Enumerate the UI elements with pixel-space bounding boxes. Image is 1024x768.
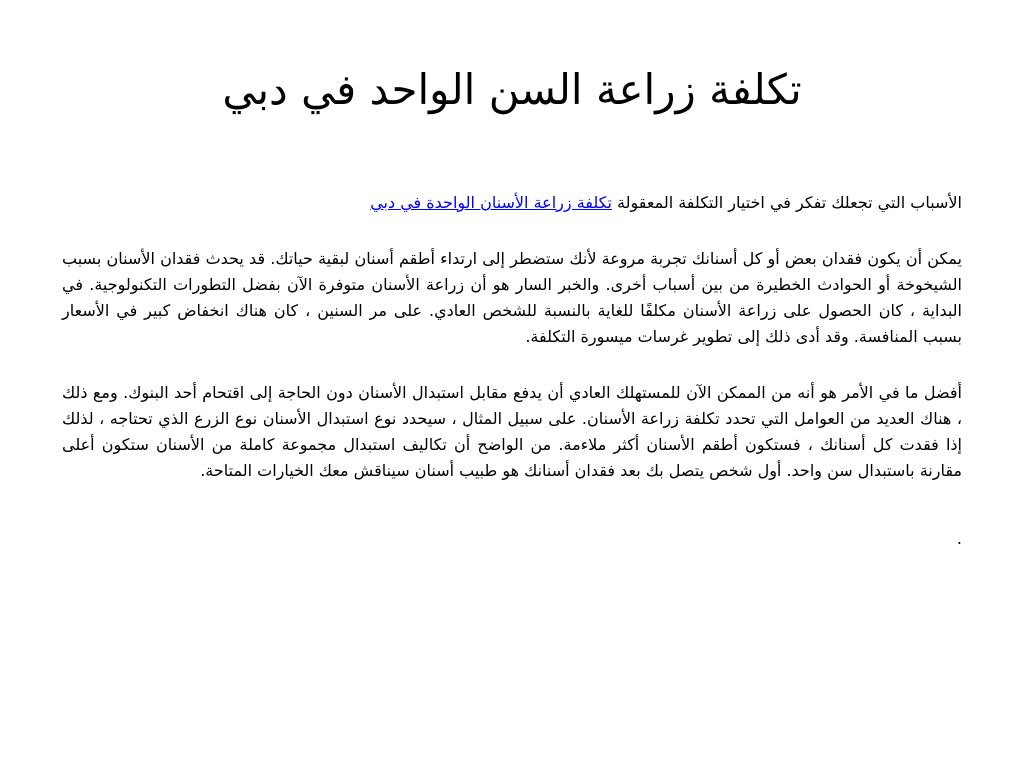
trailing-dot: . <box>956 529 962 548</box>
paragraph-affordability: أفضل ما في الأمر هو أنه من الممكن الآن للمستهلك العادي أن يدفع مقابل استبدال الأسنان دون الحاجة إلى اقتحام أحد البنوك. ومع ذلك ، هناك العديد من العوامل التي تحدد تكلفة زراعة الأسنان. على سبيل المثال ، سيحدد نوع استبدال الأسنان نوع الزرع الذي تحتاجه ، لذلك إذا فقدت كل أسنانك ، فستكون أطقم الأسنان أكثر ملاءمة. من الواضح أن تكاليف استبدال مجموعة كاملة من الأسنان ستكون أعلى مقارنة باستبدال سن واحد. أول شخص يتصل بك بعد فقدان أسنانك هو طبيب أسنان سيناقش معك الخيارات المتاحة. <box>62 383 962 480</box>
intro-text: الأسباب التي تجعلك تفكر في اختيار التكلفة المعقولة <box>611 193 962 212</box>
intro-paragraph <box>62 190 962 216</box>
slide-body <box>62 190 962 552</box>
paragraph-tooth-loss: يمكن أن يكون فقدان بعض أو كل أسنانك تجربة مروعة لأنك ستضطر إلى ارتداء أطقم أسنان لبقية حياتك. قد يحدث فقدان الأسنان بسبب الشيخوخة أو الحوادث الخطيرة من بين أسباب أخرى. والخبر السار هو أن زراعة الأسنان متوفرة الآن بفضل التطورات التكنولوجية. في البداية ، كان الحصول على زراعة الأسنان مكلفًا للغاية بالنسبة للشخص العادي. على مر السنين ، كان هناك انخفاض كبير في الأسعار بسبب المنافسة. وقد أدى ذلك إلى تطوير غرسات ميسورة التكلفة. <box>62 249 962 346</box>
dubai-implant-cost-link[interactable]: تكلفة زراعة الأسنان الواحدة في دبي <box>370 193 612 212</box>
slide-title: تكلفة زراعة السن الواحد في دبي <box>222 65 802 114</box>
